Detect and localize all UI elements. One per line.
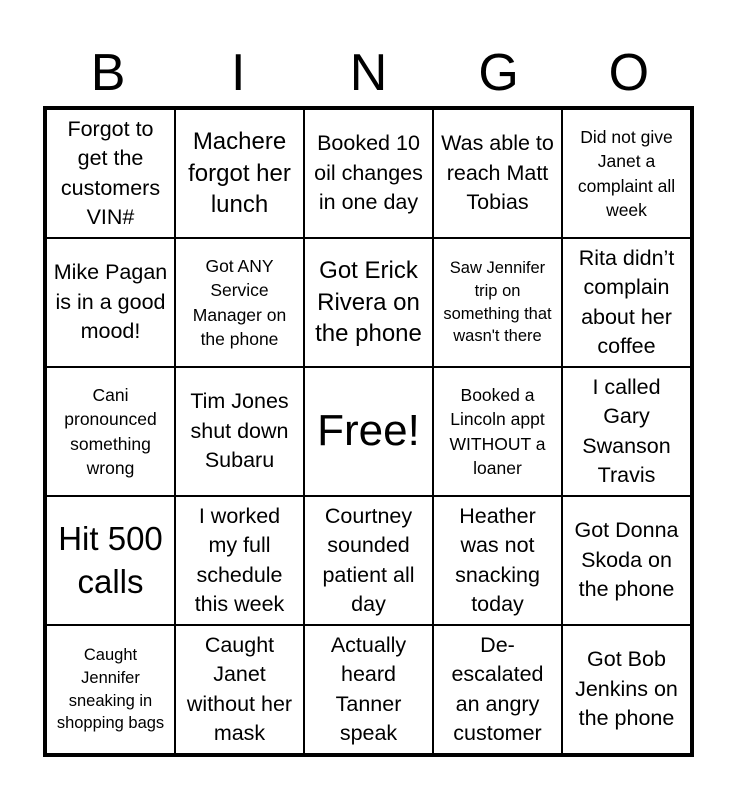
bingo-cell-r4c2[interactable] (175, 496, 304, 625)
bingo-cell-r4c4[interactable] (433, 496, 562, 625)
bingo-cell-r5c1[interactable] (46, 625, 175, 754)
bingo-cell-r3c1[interactable] (46, 367, 175, 496)
bingo-cell-r2c2[interactable] (175, 238, 304, 367)
bingo-cell-r1c2[interactable] (175, 109, 304, 238)
bingo-cell-text: Tim Jones shut down Subaru (190, 389, 289, 473)
bingo-cell-r4c1[interactable] (46, 496, 175, 625)
bingo-cell-text: Got ANY Service Manager on the phone (192, 255, 287, 349)
bingo-cell-text: Booked a Lincoln appt WITHOUT a loaner (449, 384, 546, 478)
bingo-header (43, 40, 694, 105)
bingo-cell-text: Caught Janet without her mask (186, 632, 293, 745)
bingo-cell-text: Booked 10 oil changes in one day (314, 131, 423, 215)
bingo-cell-text: De-escalated an angry customer (451, 632, 544, 745)
bingo-cell-r4c5[interactable] (562, 496, 691, 625)
bingo-cell-text: Forgot to get the customers VIN# (60, 116, 161, 229)
header-letter-o: O (608, 43, 650, 102)
bingo-cell-text: Rita didn’t complain about her coffee (578, 245, 675, 358)
bingo-cell-r5c5[interactable] (562, 625, 691, 754)
bingo-cell-text: Did not give Janet a complaint all week (577, 126, 676, 220)
bingo-cell-text: Courtney sounded patient all day (322, 503, 415, 616)
bingo-cell-text: Cani pronounced something wrong (64, 384, 157, 478)
bingo-cell-text: Hit 500 calls (58, 520, 163, 600)
bingo-cell-free[interactable] (304, 367, 433, 496)
bingo-cell-r2c3[interactable] (304, 238, 433, 367)
header-letter-b: B (90, 43, 126, 102)
bingo-cell-text: Heather was not snacking today (455, 503, 540, 616)
bingo-cell-r2c5[interactable] (562, 238, 691, 367)
bingo-cell-text: Got Erick Rivera on the phone (315, 256, 422, 348)
bingo-cell-text: Caught Jennifer sneaking in shopping bags (56, 645, 165, 733)
free-space-text: Free! (317, 406, 420, 456)
header-letter-i: I (231, 43, 246, 102)
bingo-cell-text: I called Gary Swanson Travis (582, 374, 671, 487)
bingo-cell-r5c2[interactable] (175, 625, 304, 754)
bingo-cell-text: Was able to reach Matt Tobias (441, 131, 554, 215)
bingo-cell-r4c3[interactable] (304, 496, 433, 625)
bingo-cell-r3c2[interactable] (175, 367, 304, 496)
bingo-cell-r1c3[interactable] (304, 109, 433, 238)
bingo-cell-r2c1[interactable] (46, 238, 175, 367)
bingo-cell-r5c3[interactable] (304, 625, 433, 754)
bingo-cell-r1c1[interactable] (46, 109, 175, 238)
bingo-cell-r1c5[interactable] (562, 109, 691, 238)
bingo-cell-text: Got Bob Jenkins on the phone (575, 647, 678, 731)
bingo-cell-r3c5[interactable] (562, 367, 691, 496)
header-letter-n: N (349, 43, 388, 102)
bingo-cell-r1c4[interactable] (433, 109, 562, 238)
bingo-cell-text: Mike Pagan is in a good mood! (53, 260, 168, 344)
bingo-cell-r2c4[interactable] (433, 238, 562, 367)
bingo-cell-text: Saw Jennifer trip on something that wasn't there (443, 258, 552, 346)
bingo-cell-r3c4[interactable] (433, 367, 562, 496)
bingo-cell-text: Got Donna Skoda on the phone (574, 518, 679, 602)
bingo-board (43, 106, 694, 757)
bingo-cell-text: Machere forgot her lunch (188, 127, 291, 219)
bingo-cell-text: I worked my full schedule this week (194, 503, 285, 616)
header-letter-g: G (478, 43, 519, 102)
bingo-cell-text: Actually heard Tanner speak (330, 632, 407, 745)
bingo-cell-r5c4[interactable] (433, 625, 562, 754)
